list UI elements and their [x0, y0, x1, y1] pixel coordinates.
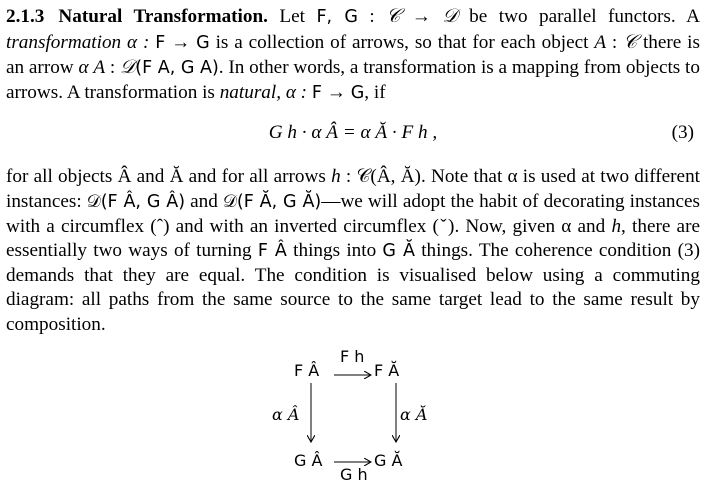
math-category-d: 𝒟 — [442, 4, 458, 27]
paper-page — [6, 4, 700, 338]
math-functor-f: F — [311, 82, 322, 103]
node-top-right: F Ă — [374, 361, 400, 380]
label-bottom-gh: G h — [340, 465, 368, 484]
term-natural: natural — [219, 81, 277, 103]
math-h: h — [331, 166, 341, 188]
text-run: things. The coherence condition (3) demands that they are equal. The condition is visualised below using a commuting diagram: all paths from the same source to the same target lead to the same result by composition. — [6, 240, 700, 335]
text-run: and — [185, 190, 223, 212]
equation-number: (3) — [671, 122, 694, 144]
node-top-left: F Â — [294, 361, 320, 380]
math-arrow: → — [165, 31, 197, 53]
math-ga-caron: G Ă — [382, 241, 415, 262]
math-alpha-a: α A — [78, 57, 106, 79]
text-run: . In other words, a transformation is a mapping from objects to arrows. A transformation is — [6, 57, 700, 103]
label-top-fh: F h — [340, 347, 365, 366]
math-category-c: 𝒞 — [623, 29, 638, 53]
intro-paragraph — [6, 4, 700, 105]
math-functor-f: F — [155, 32, 166, 53]
math-functor-g: G — [350, 82, 365, 103]
body-paragraph — [6, 165, 700, 337]
text-run: be two parallel functors. A — [457, 6, 700, 27]
math-hom-expr: (F A, G A) — [135, 58, 219, 79]
math-instance-caron: 𝒟(F Ă, G Ă) — [222, 191, 322, 212]
math-h: h — [611, 215, 622, 237]
commuting-diagram-svg — [0, 338, 707, 494]
math-arrow: → — [400, 6, 443, 27]
math-alpha-decl: , α : — [276, 81, 312, 103]
text-run: for all objects Â and Ă and for all arrows — [6, 166, 332, 188]
commuting-diagram — [0, 338, 707, 494]
text-run: : — [606, 31, 624, 53]
text-run: : 𝒞(Â, Ă). Note that α is used at two different instances: — [6, 166, 700, 212]
math-alpha-decl: α : — [121, 31, 156, 53]
section-number: 2.1.3 — [6, 6, 45, 27]
math-category-d: 𝒟 — [119, 55, 136, 79]
section-title: Natural Transformation. — [58, 6, 268, 27]
text-run: , if — [364, 81, 386, 103]
math-functors: F, G — [316, 7, 358, 27]
text-run: there is an arrow — [6, 31, 700, 79]
math-object-a: A — [594, 31, 607, 53]
math-functor-g: G — [196, 32, 210, 53]
math-instance-hat: 𝒟(F Â, G Â) — [86, 191, 186, 212]
label-left-alpha-ahat: α Â — [272, 405, 300, 424]
text-run: —we will adopt the habit of decorating instances with a circumflex (ˆ) and with an inverted circumflex (ˇ). Now, given α and — [6, 190, 700, 237]
label-right-alpha-acaron: α Ă — [400, 405, 428, 424]
math-arrow: → — [321, 81, 351, 103]
equation-body: G h · α Â = α Ă · F h , — [268, 122, 438, 144]
math-category-c: 𝒞 — [386, 4, 401, 27]
equation-block — [6, 115, 700, 157]
text-run: is a collection of arrows, so that for each object — [209, 31, 595, 53]
node-bottom-right: G Ă — [374, 451, 403, 470]
text-run: things into — [286, 240, 383, 262]
text-run: , there are essentially two ways of turning — [6, 215, 700, 262]
term-transformation: transformation — [6, 31, 122, 53]
text-run: : — [105, 57, 120, 79]
node-bottom-left: G Â — [294, 451, 323, 470]
text-run: Let — [267, 6, 317, 27]
text-run: : — [357, 6, 387, 27]
math-fa-hat: F Â — [257, 241, 287, 262]
